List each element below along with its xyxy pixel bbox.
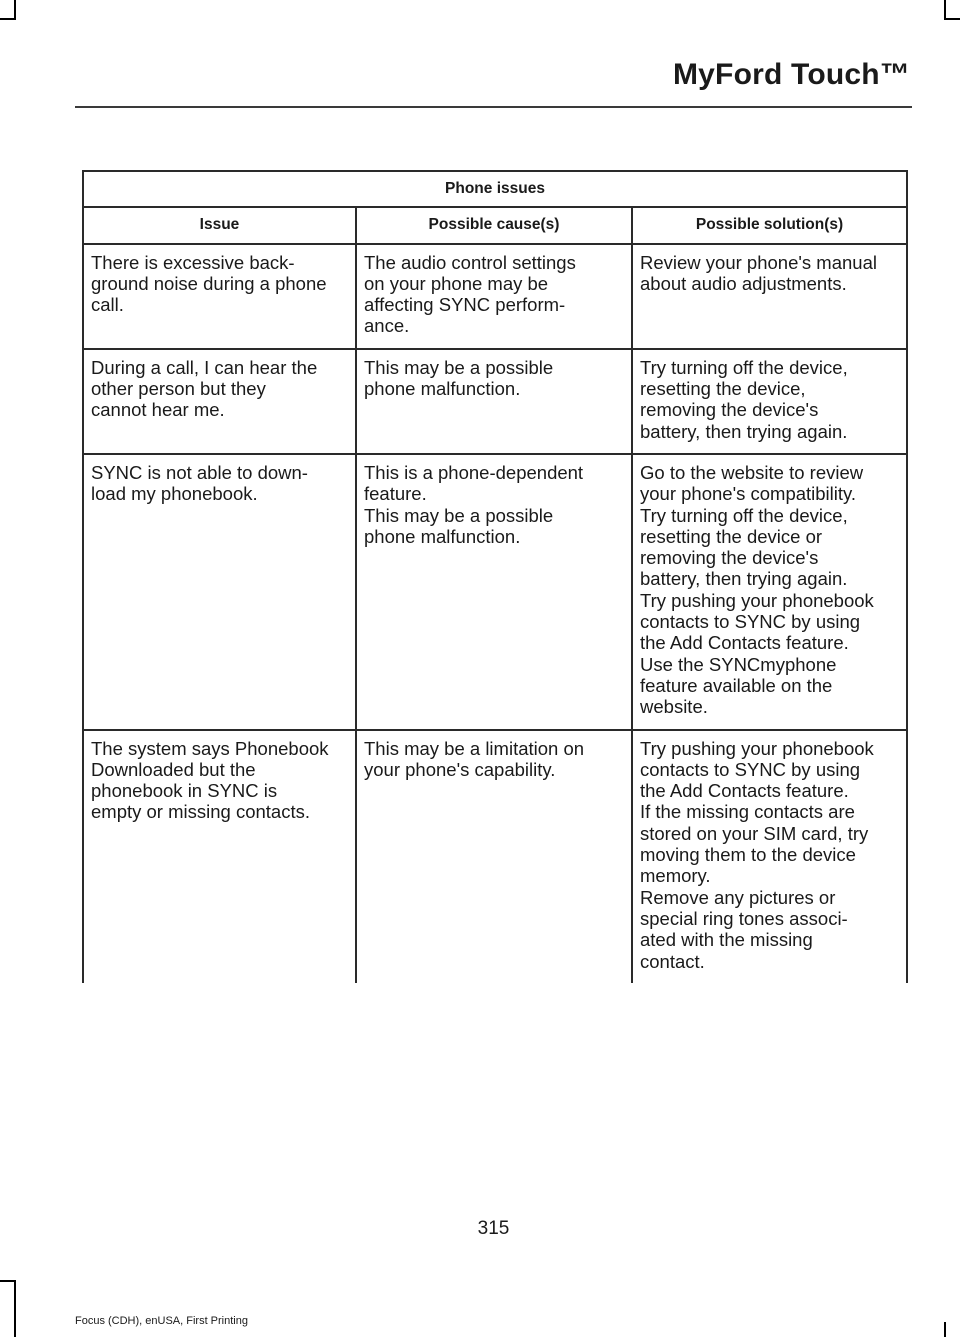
issue-cell: [83, 244, 356, 349]
text-line: If the missing contacts are: [640, 801, 855, 823]
edition-footer: Focus (CDH), enUSA, First Printing: [75, 1315, 248, 1327]
text-line: Try pushing your phonebook: [640, 589, 874, 611]
issue-cell: [83, 730, 356, 983]
page-title: MyFord Touch™: [672, 58, 910, 91]
text-line: Downloaded but the: [91, 758, 256, 780]
solution-cell: [632, 244, 907, 349]
table-caption: Phone issues: [83, 171, 907, 207]
text-line: about audio adjustments.: [640, 272, 847, 294]
text-line: contacts to SYNC by using: [640, 758, 861, 780]
cause-cell: [356, 730, 632, 983]
cause-cell: [356, 349, 632, 454]
crop-mark-bottom-right: [944, 1322, 946, 1337]
issue-cell: [83, 349, 356, 454]
column-header-solution: Possible solution(s): [632, 207, 907, 243]
text-line: Try pushing your phonebook: [640, 737, 874, 759]
text-line: website.: [640, 696, 708, 718]
text-line: cannot hear me.: [91, 399, 225, 421]
column-header-cause: Possible cause(s): [356, 207, 632, 243]
text-line: feature available on the: [640, 674, 833, 696]
text-line: Try turning off the device,: [640, 356, 848, 378]
text-line: Use the SYNCmyphone: [640, 653, 837, 675]
text-line: on your phone may be: [364, 272, 549, 294]
text-line: Go to the website to review: [640, 461, 864, 483]
text-line: other person but they: [91, 378, 266, 400]
text-line: call.: [91, 294, 124, 316]
text-line: ground noise during a phone: [91, 272, 327, 294]
page-number: 315: [477, 1218, 510, 1239]
text-line: resetting the device,: [640, 378, 806, 400]
text-line: stored on your SIM card, try: [640, 822, 869, 844]
cause-cell: [356, 454, 632, 730]
text-line: phonebook in SYNC is: [91, 780, 278, 802]
text-line: There is excessive back-: [91, 251, 295, 273]
table-row: [83, 244, 907, 349]
text-line: contact.: [640, 950, 705, 972]
crop-mark-bottom-left: [14, 1280, 16, 1337]
text-line: contacts to SYNC by using: [640, 611, 861, 633]
text-line: This may be a possible: [364, 504, 554, 526]
phone-issues-table: [82, 170, 908, 983]
text-line: Try turning off the device,: [640, 504, 848, 526]
text-line: The system says Phonebook: [91, 737, 329, 759]
text-line: ated with the missing: [640, 929, 813, 951]
solution-cell: [632, 349, 907, 454]
crop-mark-top-left: [0, 18, 16, 20]
table-row: [83, 730, 907, 983]
text-line: During a call, I can hear the: [91, 356, 318, 378]
text-line: This may be a limitation on: [364, 737, 585, 759]
text-line: removing the device's: [640, 547, 819, 569]
text-line: removing the device's: [640, 399, 819, 421]
text-line: your phone's compatibility.: [640, 483, 857, 505]
cause-cell: [356, 244, 632, 349]
crop-mark-top-left: [14, 0, 16, 20]
text-line: moving them to the device: [640, 844, 856, 866]
text-line: your phone's capability.: [364, 758, 556, 780]
column-header-issue: Issue: [83, 207, 356, 243]
text-line: phone malfunction.: [364, 378, 521, 400]
text-line: feature.: [364, 483, 427, 505]
text-line: the Add Contacts feature.: [640, 780, 849, 802]
text-line: The audio control settings: [364, 251, 576, 273]
solution-cell: [632, 454, 907, 730]
text-line: battery, then trying again.: [640, 420, 848, 442]
text-line: This is a phone-dependent: [364, 461, 584, 483]
text-line: special ring tones associ-: [640, 907, 848, 929]
text-line: Remove any pictures or: [640, 886, 836, 908]
crop-mark-top-right: [944, 18, 960, 20]
header-divider: [75, 106, 912, 108]
text-line: Review your phone's manual: [640, 251, 877, 273]
solution-cell: [632, 730, 907, 983]
text-line: phone malfunction.: [364, 525, 521, 547]
text-line: SYNC is not able to down-: [91, 461, 308, 483]
crop-mark-top-right: [944, 0, 946, 20]
text-line: empty or missing contacts.: [91, 801, 310, 823]
text-line: resetting the device or: [640, 525, 823, 547]
crop-mark-bottom-left: [0, 1280, 16, 1282]
issue-cell: [83, 454, 356, 730]
text-line: affecting SYNC perform-: [364, 294, 566, 316]
text-line: This may be a possible: [364, 356, 554, 378]
text-line: ance.: [364, 315, 410, 337]
table-row: [83, 349, 907, 454]
text-line: battery, then trying again.: [640, 568, 848, 590]
text-line: memory.: [640, 865, 711, 887]
text-line: the Add Contacts feature.: [640, 632, 849, 654]
table-row: [83, 454, 907, 730]
text-line: load my phonebook.: [91, 483, 258, 505]
